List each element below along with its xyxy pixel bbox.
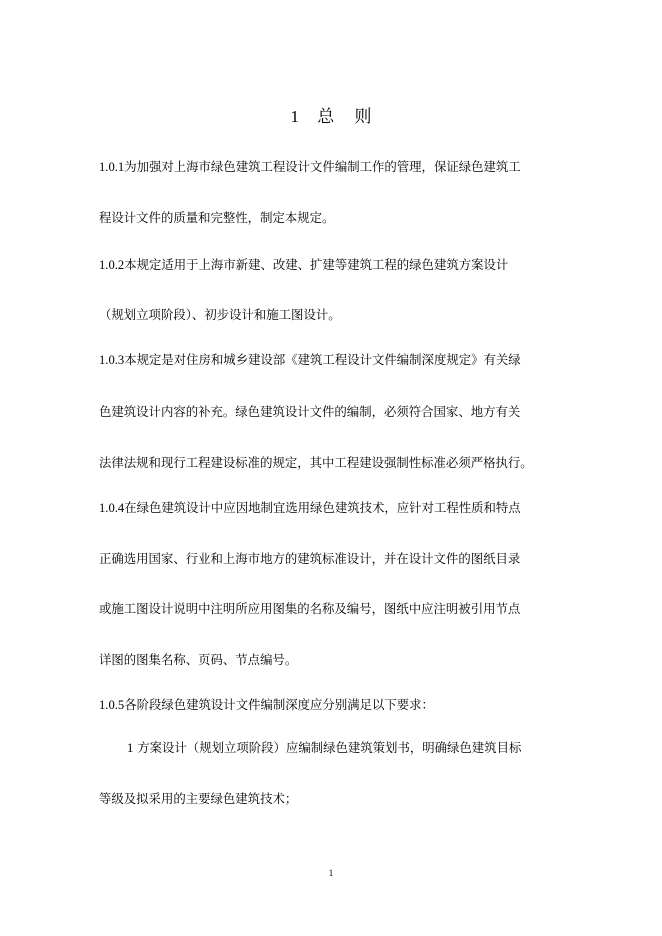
paragraph-line <box>99 455 533 471</box>
chapter-number: 1 <box>290 107 299 126</box>
paragraph-text: 本规定适用于上海市新建、改建、扩建等建筑工程的绿色建筑方案设计 <box>124 257 509 272</box>
paragraph-text: 或施工图设计说明中注明所应用图集的名称及编号，图纸中应注明被引用节点 <box>99 601 521 616</box>
clause-number: 1.0.1 <box>99 160 125 174</box>
paragraph-text: 正确选用国家、行业和上海市地方的建筑标准设计，并在设计文件的图纸目录 <box>99 551 521 566</box>
list-item-line <box>127 740 521 756</box>
paragraph-line <box>99 500 521 516</box>
paragraph-text: 程设计文件的质量和完整性，制定本规定。 <box>99 210 335 225</box>
paragraph-text: 在绿色建筑设计中应因地制宜选用绿色建筑技术，应针对工程性质和特点 <box>124 500 521 515</box>
paragraph-line <box>99 404 520 420</box>
paragraph-line <box>99 352 521 368</box>
paragraph-text: 各阶段绿色建筑设计文件编制深度应分别满足以下要求： <box>124 697 434 712</box>
paragraph-line <box>99 551 520 567</box>
chapter-title-char-1: 总 <box>317 107 335 126</box>
paragraph-line <box>99 210 334 226</box>
list-item-number: 1 <box>127 741 134 755</box>
paragraph-line <box>99 307 341 323</box>
paragraph-line <box>99 697 434 713</box>
clause-number: 1.0.4 <box>99 501 125 515</box>
clause-number: 1.0.5 <box>99 698 125 712</box>
paragraph-text: 法律法规和现行工程建设标准的规定，其中工程建设强制性标准必须严格执行。 <box>99 455 533 470</box>
paragraph-text: 为加强对上海市绿色建筑工程设计文件编制工作的管理，保证绿色建筑工 <box>124 159 521 174</box>
chapter-title-char-2: 则 <box>354 107 372 126</box>
paragraph-text: 色建筑设计内容的补充。绿色建筑设计文件的编制，必须符合国家、地方有关 <box>99 404 521 419</box>
paragraph-line <box>99 257 508 273</box>
list-item-line <box>99 791 297 807</box>
paragraph-line <box>99 652 297 668</box>
paragraph-line <box>99 159 521 175</box>
list-item-text: 等级及拟采用的主要绿色建筑技术； <box>99 791 298 806</box>
paragraph-text: 本规定是对住房和城乡建设部《建筑工程设计文件编制深度规定》有关绿 <box>124 352 521 367</box>
paragraph-line <box>99 601 520 617</box>
paragraph-text: （规划立项阶段）、初步设计和施工图设计。 <box>99 307 341 322</box>
list-item-text: 方案设计（规划立项阶段）应编制绿色建筑策划书，明确绿色建筑目标 <box>137 740 522 755</box>
clause-number: 1.0.2 <box>99 258 125 272</box>
clause-number: 1.0.3 <box>99 353 125 367</box>
paragraph-text: 详图的图集名称、页码、节点编号。 <box>99 652 298 667</box>
page-number: 1 <box>328 868 334 878</box>
chapter-heading <box>0 102 662 127</box>
